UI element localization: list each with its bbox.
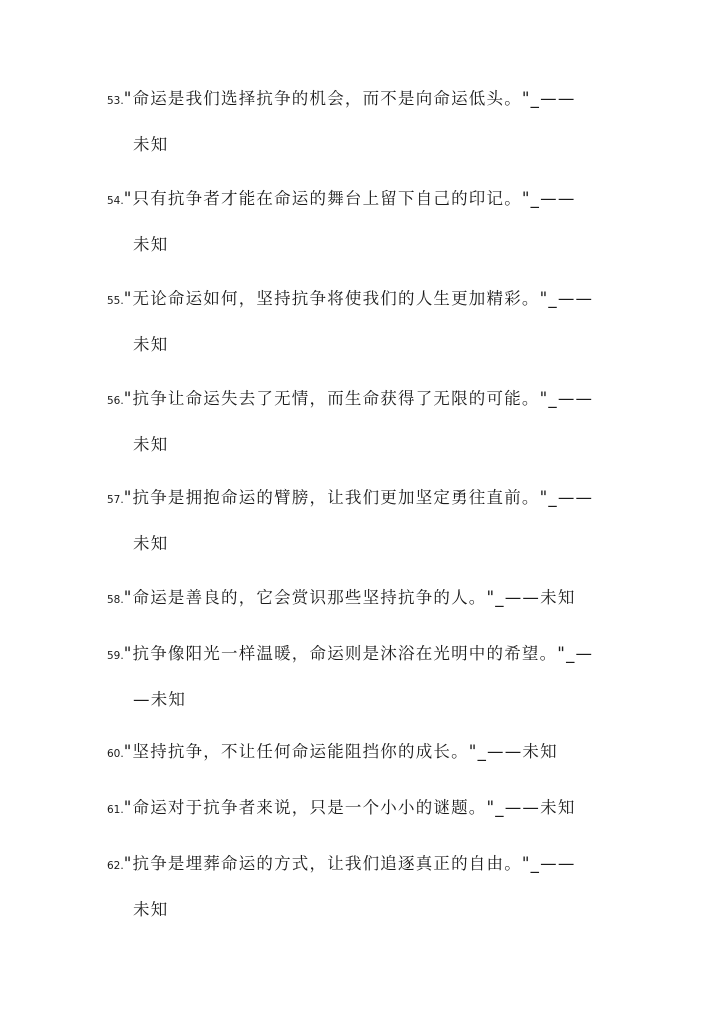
quote-attribution: 未知: [133, 235, 169, 254]
quote-number: 61.: [107, 804, 124, 816]
quote-60: [107, 741, 647, 763]
quote-57: [107, 487, 647, 555]
quote-56: [107, 388, 647, 456]
quote-number: 56.: [107, 395, 124, 407]
quote-attribution: 未知: [133, 135, 169, 154]
quote-number: 59.: [107, 650, 124, 662]
quote-text: "坚持抗争，不让任何命运能阻挡你的成长。"_——未知: [123, 742, 558, 761]
quote-text: "命运是善良的，它会赏识那些坚持抗争的人。"_——未知: [123, 588, 576, 607]
quote-text: "抗争让命运失去了无情，而生命获得了无限的可能。"_——: [123, 389, 594, 408]
quote-text: "抗争像阳光一样温暖，命运则是沐浴在光明中的希望。"_—: [123, 644, 594, 663]
quote-text: "抗争是拥抱命运的臂膀，让我们更加坚定勇往直前。"_——: [123, 488, 594, 507]
quote-58: [107, 587, 647, 609]
quote-text: "命运对于抗争者来说，只是一个小小的谜题。"_——未知: [123, 798, 576, 817]
quote-text: "无论命运如何，坚持抗争将使我们的人生更加精彩。"_——: [123, 289, 594, 308]
quote-number: 60.: [107, 748, 124, 760]
quote-attribution: 未知: [133, 335, 169, 354]
quote-number: 55.: [107, 295, 124, 307]
quote-54: [107, 188, 647, 256]
quote-59: [107, 643, 647, 711]
quote-number: 54.: [107, 195, 124, 207]
quote-number: 57.: [107, 494, 124, 506]
quote-attribution: 未知: [133, 435, 169, 454]
quote-55: [107, 288, 647, 356]
quote-62: [107, 853, 647, 921]
quote-text: "只有抗争者才能在命运的舞台上留下自己的印记。"_——: [123, 189, 576, 208]
quote-53: [107, 88, 647, 156]
quote-attribution: —未知: [133, 690, 187, 709]
quote-text: "抗争是埋葬命运的方式，让我们追逐真正的自由。"_——: [123, 854, 576, 873]
quote-text: "命运是我们选择抗争的机会，而不是向命运低头。"_——: [123, 89, 576, 108]
quote-61: [107, 797, 647, 819]
quote-number: 53.: [107, 95, 124, 107]
quote-attribution: 未知: [133, 900, 169, 919]
quote-attribution: 未知: [133, 534, 169, 553]
quote-number: 62.: [107, 860, 124, 872]
quote-number: 58.: [107, 594, 124, 606]
